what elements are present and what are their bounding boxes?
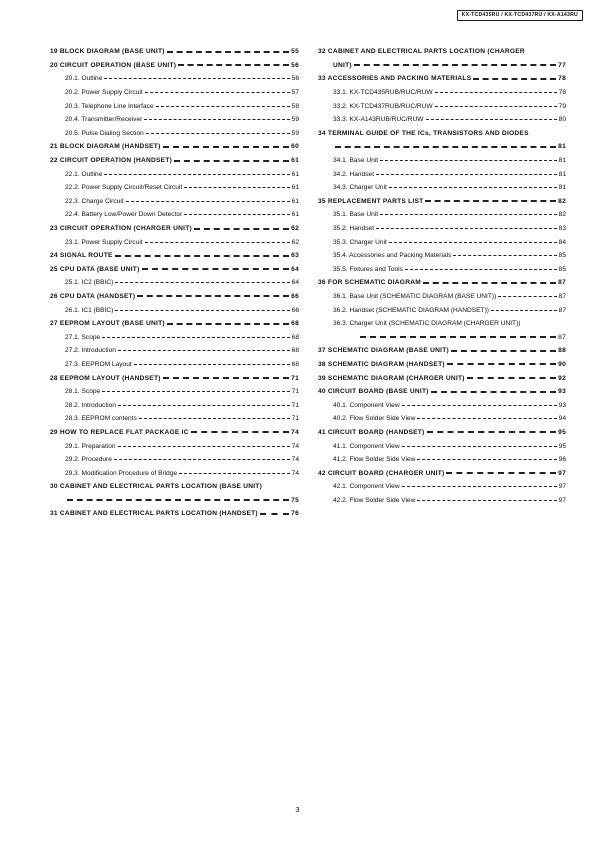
toc-entry-title: 34.2. Handset [333, 170, 375, 178]
toc-section-entry[interactable] [50, 249, 299, 263]
toc-page-number: 92 [558, 374, 566, 382]
dot-leader [137, 295, 289, 297]
dot-leader [417, 500, 556, 501]
toc-section-entry[interactable] [318, 127, 566, 141]
dot-leader [376, 174, 557, 175]
toc-entry-title: 23.1. Power Supply Circuit [65, 238, 143, 246]
toc-entry-title: 41.2. Flow Solder Side View [333, 456, 416, 464]
dot-leader [467, 377, 556, 379]
toc-page-number: 82 [558, 197, 566, 205]
toc-subsection-entry[interactable] [50, 208, 299, 222]
toc-subsection-entry[interactable] [318, 330, 566, 344]
dot-leader [115, 310, 289, 311]
toc-subsection-entry[interactable] [318, 303, 566, 317]
toc-page-number: 97 [558, 469, 566, 477]
toc-page-number: 93 [558, 401, 566, 409]
toc-entry-title: 36.3. Charger Unit (SCHEMATIC DIAGRAM (CHARGER UNIT)) [333, 320, 521, 328]
toc-entry-title: 28.1. Scope [65, 388, 101, 396]
toc-page-number: 80 [558, 116, 566, 124]
dot-leader [435, 106, 557, 107]
toc-subsection-entry[interactable] [318, 99, 566, 113]
toc-subsection-entry[interactable] [50, 127, 299, 141]
dot-leader [446, 472, 556, 474]
toc-page-number: 57 [291, 89, 299, 97]
toc-entry-title: 26 CPU DATA (HANDSET) [50, 292, 136, 300]
dot-leader [179, 473, 289, 474]
toc-page-number: 85 [558, 252, 566, 260]
dot-leader [146, 133, 290, 134]
dot-leader [417, 418, 556, 419]
toc-subsection-entry[interactable] [318, 398, 566, 412]
toc-section-entry[interactable] [50, 317, 299, 331]
toc-page-number: 81 [558, 184, 566, 192]
toc-page-number: 55 [291, 48, 299, 56]
toc-subsection-entry[interactable] [50, 113, 299, 127]
toc-subsection-entry[interactable] [50, 412, 299, 426]
toc-entry-title: UNIT) [333, 61, 352, 69]
toc-page-number: 90 [558, 360, 566, 368]
dot-leader [142, 268, 290, 270]
toc-entry-title: 36.2. Handset (SCHEMATIC DIAGRAM (HANDSET)) [333, 306, 489, 314]
toc-page-number: 87 [558, 333, 566, 341]
toc-subsection-entry[interactable] [318, 86, 566, 100]
dot-leader [402, 446, 557, 447]
toc-entry-title: 32 CABINET AND ELECTRICAL PARTS LOCATION (CHARGER [318, 48, 525, 56]
toc-entry-title: 22.1. Outline [65, 170, 103, 178]
toc-entry-title: 28.3. EEPROM contents [65, 415, 137, 423]
toc-subsection-entry[interactable] [50, 72, 299, 86]
toc-entry-title: 36 FOR SCHEMATIC DIAGRAM [318, 279, 421, 287]
toc-subsection-entry[interactable] [50, 195, 299, 209]
toc-page-number: 59 [291, 129, 299, 137]
toc-subsection-entry[interactable] [50, 398, 299, 412]
toc-entry-title: 33.1. KX-TCD435RUB/RUC/RUW [333, 89, 433, 97]
toc-page-number: 82 [558, 211, 566, 219]
toc-page-number: 87 [558, 279, 566, 287]
toc-page-number: 76 [291, 510, 299, 518]
dot-leader [376, 228, 557, 229]
toc-page-number: 81 [558, 170, 566, 178]
dot-leader [174, 160, 289, 162]
toc-entry-title: 31 CABINET AND ELECTRICAL PARTS LOCATION (HANDSET) [50, 510, 258, 518]
toc-entry-title: 29 HOW TO REPLACE FLAT PACKAGE IC [50, 428, 189, 436]
toc-page-number: 64 [291, 279, 299, 287]
toc-entry-title: 25.1. IC2 (BBIC) [65, 279, 114, 287]
toc-page-number: 61 [291, 170, 299, 178]
dot-leader [498, 296, 556, 297]
toc-subsection-entry[interactable] [318, 181, 566, 195]
toc-subsection-entry[interactable] [318, 222, 566, 236]
dot-leader [118, 405, 290, 406]
dot-leader [118, 350, 290, 351]
toc-page-number: 88 [558, 347, 566, 355]
dot-leader [360, 336, 556, 338]
toc-page-number: 85 [558, 265, 566, 273]
toc-subsection-entry[interactable] [50, 385, 299, 399]
toc-section-entry[interactable] [318, 276, 566, 290]
toc-page-number: 68 [291, 333, 299, 341]
toc-page-number: 68 [291, 320, 299, 328]
toc-subsection-entry[interactable] [50, 466, 299, 480]
toc-page-number: 71 [291, 374, 299, 382]
toc-subsection-entry[interactable] [50, 99, 299, 113]
toc-section-entry[interactable] [50, 507, 299, 521]
toc-subsection-entry[interactable] [318, 453, 566, 467]
toc-page-number: 96 [558, 456, 566, 464]
toc-entry-title: 29.1. Preparation [65, 442, 116, 450]
toc-subsection-entry[interactable] [318, 263, 566, 277]
dot-leader [102, 337, 289, 338]
dot-leader [473, 78, 556, 80]
toc-section-entry[interactable] [50, 45, 299, 59]
toc-entry-title: 30 CABINET AND ELECTRICAL PARTS LOCATION (BASE UNIT) [50, 483, 263, 491]
model-header: KX-TCD435RU / KX-TCD437RU / KX-A143RU [457, 10, 583, 21]
toc-page-number: 94 [558, 415, 566, 423]
dot-leader [447, 363, 556, 365]
toc-subsection-entry[interactable] [318, 439, 566, 453]
dot-leader [156, 106, 290, 107]
dot-leader [115, 255, 290, 257]
dot-leader [145, 92, 290, 93]
toc-section-entry[interactable] [50, 494, 299, 508]
toc-right-column [318, 45, 566, 507]
toc-subsection-entry[interactable] [50, 276, 299, 290]
toc-entry-title: 29.3. Modification Procedure of Bridge [65, 469, 178, 477]
toc-page-number: 79 [558, 102, 566, 110]
toc-page-number: 81 [558, 143, 566, 151]
toc-page-number: 58 [291, 102, 299, 110]
toc-entry-title: 22.4. Battery Low/Power Down Detector [65, 211, 183, 219]
toc-page-number: 74 [291, 456, 299, 464]
toc-subsection-entry[interactable] [318, 167, 566, 181]
toc-page-number: 81 [558, 157, 566, 165]
toc-page-number: 66 [291, 292, 299, 300]
toc-page-number: 61 [291, 211, 299, 219]
toc-entry-title: 21 BLOCK DIAGRAM (HANDSET) [50, 143, 161, 151]
toc-entry-title: 35.1. Base Unit [333, 211, 379, 219]
toc-section-entry[interactable] [318, 358, 566, 372]
toc-subsection-entry[interactable] [50, 303, 299, 317]
toc-subsection-entry[interactable] [50, 453, 299, 467]
toc-page-number: 93 [558, 388, 566, 396]
dot-leader [491, 310, 557, 311]
toc-entry-title: 22 CIRCUIT OPERATION (HANDSET) [50, 157, 173, 165]
toc-page-number: 97 [558, 483, 566, 491]
toc-entry-title: 33 ACCESSORIES AND PACKING MATERIALS [318, 75, 472, 83]
toc-page-number: 62 [291, 225, 299, 233]
toc-entry-title: 35.4. Accessories and Packing Materials [333, 252, 452, 260]
toc-subsection-entry[interactable] [50, 358, 299, 372]
toc-subsection-entry[interactable] [50, 167, 299, 181]
toc-entry-title: 41.1. Component View [333, 442, 400, 450]
dot-leader [389, 242, 557, 243]
dot-leader [167, 323, 289, 325]
dot-leader [451, 350, 556, 352]
dot-leader [144, 119, 289, 120]
dot-leader [104, 174, 289, 175]
dot-leader [134, 364, 290, 365]
toc-section-entry[interactable] [50, 290, 299, 304]
dot-leader [354, 64, 556, 66]
dot-leader [335, 146, 556, 148]
toc-entry-title: 35.5. Fixtures and Tools [333, 265, 403, 273]
toc-entry-title: 22.2. Power Supply Circuit/Reset Circuit [65, 184, 183, 192]
toc-section-entry[interactable] [318, 466, 566, 480]
dot-leader [427, 431, 557, 433]
toc-page-number: 64 [291, 265, 299, 273]
toc-section-entry[interactable] [318, 385, 566, 399]
toc-section-entry[interactable] [50, 59, 299, 73]
toc-entry-title: 34.1. Base Unit [333, 157, 379, 165]
toc-subsection-entry[interactable] [50, 86, 299, 100]
toc-entry-title: 41 CIRCUIT BOARD (HANDSET) [318, 428, 425, 436]
toc-entry-title: 20.1. Outline [65, 75, 103, 83]
toc-entry-title: 20.4. Transmitter/Receiver [65, 116, 143, 124]
toc-subsection-entry[interactable] [50, 439, 299, 453]
dot-leader [67, 499, 289, 501]
toc-section-entry[interactable] [50, 480, 299, 494]
toc-page-number: 61 [291, 184, 299, 192]
toc-subsection-entry[interactable] [318, 154, 566, 168]
dot-leader [126, 201, 290, 202]
toc-section-entry[interactable] [50, 371, 299, 385]
dot-leader [163, 377, 289, 379]
toc-entry-title: 40.2. Flow Solder Side View [333, 415, 416, 423]
toc-page-number: 75 [291, 496, 299, 504]
dot-leader [402, 405, 557, 406]
toc-subsection-entry[interactable] [50, 344, 299, 358]
toc-entry-title: 29.2. Procedure [65, 456, 112, 464]
toc-page-number: 77 [558, 61, 566, 69]
toc-entry-title: 42 CIRCUIT BOARD (CHARGER UNIT) [318, 469, 445, 477]
page-number: 3 [295, 805, 300, 814]
toc-entry-title: 20.5. Pulse Dialing Section [65, 129, 144, 137]
dot-leader [163, 146, 290, 148]
dot-leader [453, 255, 556, 256]
toc-entry-title: 42.2. Flow Solder Side View [333, 496, 416, 504]
toc-section-entry[interactable] [318, 72, 566, 86]
toc-entry-title: 20.2. Power Supply Circuit [65, 89, 143, 97]
toc-section-entry[interactable] [50, 140, 299, 154]
toc-entry-title: 24 SIGNAL ROUTE [50, 252, 113, 260]
dot-leader [402, 486, 557, 487]
toc-subsection-entry[interactable] [318, 208, 566, 222]
toc-left-column [50, 45, 299, 521]
toc-entry-title: 20 CIRCUIT OPERATION (BASE UNIT) [50, 61, 177, 69]
toc-entry-title: 34.3. Charger Unit [333, 184, 387, 192]
dot-leader [423, 282, 556, 284]
dot-leader [417, 459, 556, 460]
toc-page-number: 95 [558, 428, 566, 436]
dot-leader [380, 214, 557, 215]
toc-entry-title: 39 SCHEMATIC DIAGRAM (CHARGER UNIT) [318, 374, 465, 382]
toc-page-number: 71 [291, 388, 299, 396]
toc-entry-title: 34 TERMINAL GUIDE OF THE ICs, TRANSISTORS AND DIODES [318, 129, 529, 137]
toc-subsection-entry[interactable] [318, 249, 566, 263]
toc-page-number: 84 [558, 238, 566, 246]
dot-leader [426, 119, 557, 120]
toc-entry-title: 36.1. Base Unit (SCHEMATIC DIAGRAM (BASE UNIT)) [333, 292, 497, 300]
dot-leader [435, 92, 557, 93]
toc-page-number: 74 [291, 428, 299, 436]
toc-entry-title: 33.3. KX-A143RUB/RUC/RUW [333, 116, 424, 124]
toc-section-entry[interactable] [318, 59, 566, 73]
toc-page-number: 78 [558, 75, 566, 83]
toc-subsection-entry[interactable] [318, 113, 566, 127]
toc-page-number: 68 [291, 347, 299, 355]
toc-page-number: 63 [291, 252, 299, 260]
toc-page-number: 71 [291, 415, 299, 423]
toc-subsection-entry[interactable] [50, 330, 299, 344]
dot-leader [389, 187, 557, 188]
dot-leader [104, 78, 289, 79]
dot-leader [184, 214, 289, 215]
toc-subsection-entry[interactable] [318, 480, 566, 494]
toc-entry-title: 40.1. Component View [333, 401, 400, 409]
toc-entry-title: 28.2. Introduction [65, 401, 116, 409]
toc-page-number: 95 [558, 442, 566, 450]
toc-page-number: 60 [291, 143, 299, 151]
toc-page-number: 78 [558, 89, 566, 97]
dot-leader [425, 200, 556, 202]
toc-entry-title: 40 CIRCUIT BOARD (BASE UNIT) [318, 388, 429, 396]
toc-page-number: 74 [291, 469, 299, 477]
toc-entry-title: 38 SCHEMATIC DIAGRAM (HANDSET) [318, 360, 445, 368]
dot-leader [115, 282, 289, 283]
toc-entry-title: 19 BLOCK DIAGRAM (BASE UNIT) [50, 48, 165, 56]
toc-page-number: 97 [558, 496, 566, 504]
toc-entry-title: 28 EEPROM LAYOUT (HANDSET) [50, 374, 161, 382]
toc-entry-title: 27.3. EEPROM Layout [65, 360, 132, 368]
toc-entry-title: 22.3. Charge Circuit [65, 197, 124, 205]
toc-entry-title: 23 CIRCUIT OPERATION (CHARGER UNIT) [50, 225, 192, 233]
toc-entry-title: 27 EEPROM LAYOUT (BASE UNIT) [50, 320, 165, 328]
toc-page-number: 61 [291, 197, 299, 205]
toc-entry-title: 35 REPLACEMENT PARTS LIST [318, 197, 424, 205]
toc-page-number: 66 [291, 306, 299, 314]
toc-section-entry[interactable] [318, 344, 566, 358]
toc-subsection-entry[interactable] [50, 181, 299, 195]
toc-entry-title: 25 CPU DATA (BASE UNIT) [50, 265, 140, 273]
toc-page-number: 68 [291, 360, 299, 368]
toc-entry-title: 20.3. Telephone Line Interface [65, 102, 154, 110]
toc-entry-title: 33.2. KX-TCD437RUB/RUC/RUW [333, 102, 433, 110]
toc-page-number: 87 [558, 292, 566, 300]
toc-subsection-entry[interactable] [318, 290, 566, 304]
toc-page-number: 83 [558, 225, 566, 233]
dot-leader [114, 459, 290, 460]
toc-entry-title: 35.2. Handset [333, 225, 375, 233]
dot-leader [431, 391, 556, 393]
toc-subsection-entry[interactable] [318, 494, 566, 508]
toc-page-number: 59 [291, 116, 299, 124]
toc-entry-title: 26.1. IC1 (BBIC) [65, 306, 114, 314]
toc-entry-title: 37 SCHEMATIC DIAGRAM (BASE UNIT) [318, 347, 449, 355]
dot-leader [260, 513, 289, 515]
dot-leader [405, 269, 557, 270]
dot-leader [380, 160, 557, 161]
toc-section-entry[interactable] [318, 195, 566, 209]
dot-leader [194, 228, 289, 230]
toc-entry-title: 42.1. Component View [333, 483, 400, 491]
toc-page-number: 61 [291, 157, 299, 165]
toc-subsection-entry[interactable] [318, 317, 566, 331]
toc-section-entry[interactable] [318, 45, 566, 59]
toc-entry-title: 35.3. Charger Unit [333, 238, 387, 246]
toc-page-number: 71 [291, 401, 299, 409]
dot-leader [184, 187, 289, 188]
toc-entry-title: 27.2. Introduction [65, 347, 116, 355]
toc-entry-title: 27.1. Scope [65, 333, 101, 341]
dot-leader [118, 446, 290, 447]
dot-leader [139, 418, 290, 419]
dot-leader [102, 391, 289, 392]
toc-page-number: 56 [291, 61, 299, 69]
dot-leader [191, 431, 289, 433]
toc-page-number: 56 [291, 75, 299, 83]
toc-page-number: 74 [291, 442, 299, 450]
toc-subsection-entry[interactable] [50, 235, 299, 249]
toc-section-entry[interactable] [318, 426, 566, 440]
toc-subsection-entry[interactable] [318, 235, 566, 249]
toc-section-entry[interactable] [318, 140, 566, 154]
toc-section-entry[interactable] [318, 371, 566, 385]
toc-page-number: 62 [291, 238, 299, 246]
dot-leader [178, 64, 289, 66]
dot-leader [145, 242, 290, 243]
toc-page-number: 87 [558, 306, 566, 314]
toc-section-entry[interactable] [50, 426, 299, 440]
toc-subsection-entry[interactable] [318, 412, 566, 426]
toc-section-entry[interactable] [50, 222, 299, 236]
toc-section-entry[interactable] [50, 154, 299, 168]
toc-section-entry[interactable] [50, 263, 299, 277]
dot-leader [167, 51, 289, 53]
